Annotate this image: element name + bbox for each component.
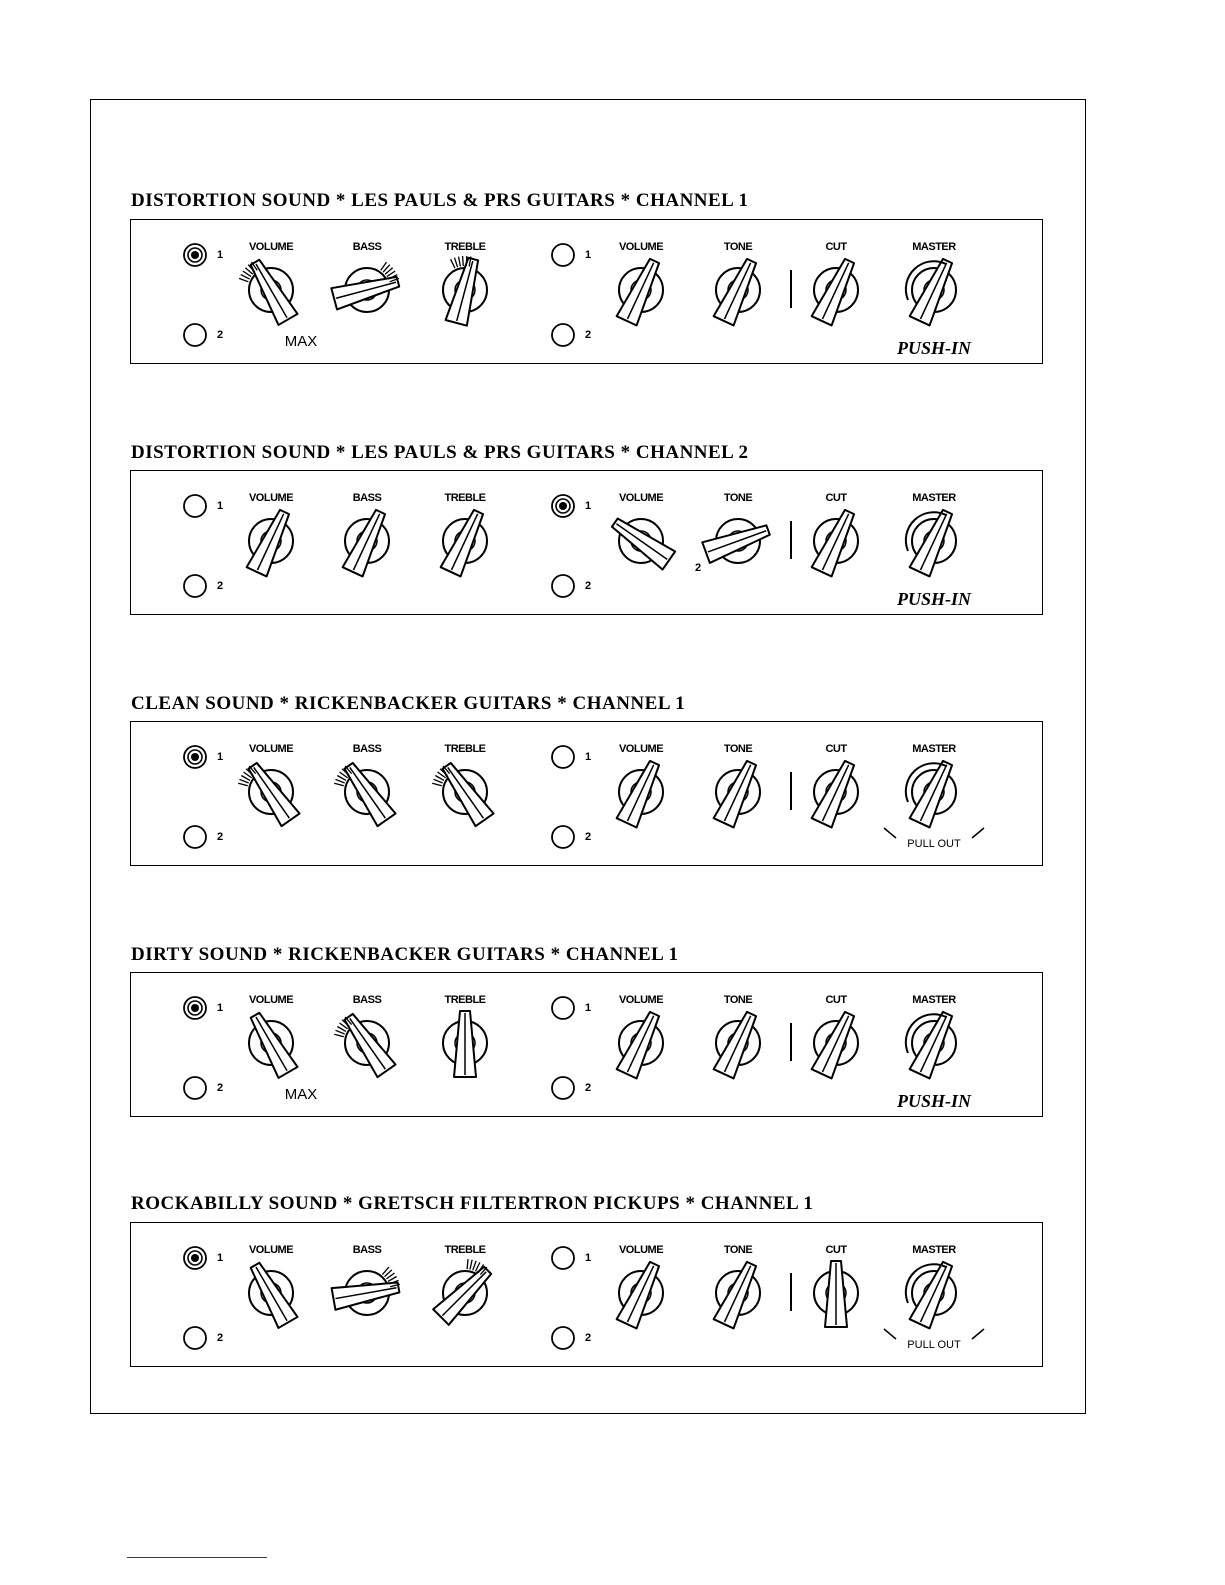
treble-knob[interactable] xyxy=(433,1259,495,1325)
jack-number: 2 xyxy=(217,1332,224,1344)
control-label: MASTER xyxy=(912,241,956,253)
tone-knob[interactable] xyxy=(714,1009,762,1078)
section-title: DISTORTION SOUND * LES PAULS & PRS GUITARS * CHANNEL 2 xyxy=(131,442,749,463)
control-label: TONE xyxy=(723,1244,753,1256)
input-jack-1[interactable] xyxy=(552,1247,574,1269)
amp-panel xyxy=(130,972,1043,1117)
bass-knob[interactable] xyxy=(331,262,400,312)
control-label: VOLUME xyxy=(618,241,664,253)
bass-knob[interactable] xyxy=(332,1267,401,1315)
control-label: BASS xyxy=(352,492,382,504)
jack-number: 1 xyxy=(217,500,224,512)
bass-knob[interactable] xyxy=(334,759,395,826)
pull-mark-left xyxy=(884,1329,896,1339)
treble-knob[interactable] xyxy=(441,507,489,576)
push-in-label: PUSH-IN xyxy=(896,1091,972,1111)
control-label: VOLUME xyxy=(248,743,294,755)
amp-panel-drawing xyxy=(131,1223,1044,1368)
pull-out-label: PULL OUT xyxy=(907,1339,961,1351)
bass-knob[interactable] xyxy=(343,507,391,576)
jack-number: 2 xyxy=(217,580,224,592)
jack-number: 2 xyxy=(217,1082,224,1094)
control-label: VOLUME xyxy=(618,492,664,504)
amp-panel-drawing xyxy=(131,220,1044,365)
tone-knob[interactable] xyxy=(714,1259,762,1328)
input-jack-1[interactable] xyxy=(184,746,206,768)
input-jack-1[interactable] xyxy=(552,746,574,768)
input-jack-2[interactable] xyxy=(184,324,206,346)
volume-knob[interactable] xyxy=(608,514,675,570)
control-label: BASS xyxy=(352,994,382,1006)
control-label: CUT xyxy=(825,492,847,504)
control-label: VOLUME xyxy=(248,241,294,253)
input-jack-2[interactable] xyxy=(552,324,574,346)
treble-knob[interactable] xyxy=(443,256,487,326)
tone-knob[interactable] xyxy=(702,519,772,563)
input-jack-2[interactable] xyxy=(184,1077,206,1099)
control-label: MASTER xyxy=(912,994,956,1006)
cut-knob[interactable] xyxy=(812,1009,860,1078)
input-jack-2[interactable] xyxy=(552,1077,574,1099)
amp-panel xyxy=(130,219,1043,364)
jack-number: 2 xyxy=(217,329,224,341)
control-label: CUT xyxy=(825,1244,847,1256)
bass-knob[interactable] xyxy=(334,1010,395,1077)
amp-panel-drawing xyxy=(131,722,1044,867)
volume-knob[interactable] xyxy=(245,1010,297,1078)
control-label: VOLUME xyxy=(618,994,664,1006)
amp-panel xyxy=(130,1222,1043,1367)
control-label: MASTER xyxy=(912,492,956,504)
jack-number: 1 xyxy=(217,751,224,763)
control-label: CUT xyxy=(825,994,847,1006)
pull-mark-left xyxy=(884,828,896,838)
pull-mark-right xyxy=(972,1329,984,1339)
input-jack-1[interactable] xyxy=(552,997,574,1019)
treble-knob[interactable] xyxy=(432,759,493,826)
input-jack-1[interactable] xyxy=(184,244,206,266)
push-in-label: PUSH-IN xyxy=(896,589,972,609)
jack-number: 2 xyxy=(585,831,592,843)
control-label: VOLUME xyxy=(248,1244,294,1256)
section-title: DISTORTION SOUND * LES PAULS & PRS GUITARS * CHANNEL 1 xyxy=(131,190,749,211)
cut-knob[interactable] xyxy=(814,1261,858,1327)
section-title: CLEAN SOUND * RICKENBACKER GUITARS * CHANNEL 1 xyxy=(131,693,686,714)
control-label: TONE xyxy=(723,994,753,1006)
control-label: TREBLE xyxy=(444,492,486,504)
section-title: DIRTY SOUND * RICKENBACKER GUITARS * CHANNEL 1 xyxy=(131,944,679,965)
jack-number: 1 xyxy=(217,1002,224,1014)
input-jack-1[interactable] xyxy=(184,495,206,517)
footer-rule xyxy=(127,1557,267,1558)
input-jack-1[interactable] xyxy=(184,997,206,1019)
jack-number: 1 xyxy=(217,249,224,261)
jack-number: 1 xyxy=(585,1002,592,1014)
control-label: MASTER xyxy=(912,1244,956,1256)
input-jack-2[interactable] xyxy=(552,826,574,848)
jack-number: 2 xyxy=(585,1082,592,1094)
jack-number: 2 xyxy=(585,580,592,592)
jack-number: 1 xyxy=(585,500,592,512)
push-in-label: PUSH-IN xyxy=(896,338,972,358)
cut-knob[interactable] xyxy=(812,256,860,325)
jack-number: 1 xyxy=(585,751,592,763)
volume-knob[interactable] xyxy=(245,1260,297,1328)
amp-panel-drawing xyxy=(131,973,1044,1118)
jack-number: 1 xyxy=(585,249,592,261)
input-jack-1[interactable] xyxy=(552,244,574,266)
input-jack-1[interactable] xyxy=(552,495,574,517)
control-label: VOLUME xyxy=(618,743,664,755)
control-label: VOLUME xyxy=(618,1244,664,1256)
control-label: BASS xyxy=(352,743,382,755)
input-jack-2[interactable] xyxy=(184,1327,206,1349)
amp-panel xyxy=(130,721,1043,866)
volume-knob[interactable] xyxy=(617,1259,665,1328)
tone-knob[interactable] xyxy=(714,256,762,325)
control-label: TREBLE xyxy=(444,743,486,755)
volume-knob[interactable] xyxy=(617,1009,665,1078)
pull-mark-right xyxy=(972,828,984,838)
amp-panel-drawing xyxy=(131,471,1044,616)
control-label: TREBLE xyxy=(444,241,486,253)
cut-knob[interactable] xyxy=(812,758,860,827)
max-label: MAX xyxy=(284,333,318,350)
jack-number: 2 xyxy=(585,1332,592,1344)
control-label: VOLUME xyxy=(248,994,294,1006)
control-label: TREBLE xyxy=(444,1244,486,1256)
control-label: MASTER xyxy=(912,743,956,755)
control-label: VOLUME xyxy=(248,492,294,504)
control-label: TONE xyxy=(723,492,753,504)
jack-number: 2 xyxy=(217,831,224,843)
input-jack-2[interactable] xyxy=(184,826,206,848)
section-title: ROCKABILLY SOUND * GRETSCH FILTERTRON PICKUPS * CHANNEL 1 xyxy=(131,1193,814,1214)
volume-knob[interactable] xyxy=(617,758,665,827)
cut-knob[interactable] xyxy=(812,507,860,576)
control-label: CUT xyxy=(825,241,847,253)
input-jack-2[interactable] xyxy=(552,575,574,597)
pull-out-label: PULL OUT xyxy=(907,838,961,850)
input-jack-1[interactable] xyxy=(184,1247,206,1269)
tone-mark: 2 xyxy=(694,562,702,574)
control-label: TONE xyxy=(723,241,753,253)
jack-number: 1 xyxy=(217,1252,224,1264)
control-label: BASS xyxy=(352,241,382,253)
control-label: BASS xyxy=(352,1244,382,1256)
jack-number: 2 xyxy=(585,329,592,341)
treble-knob[interactable] xyxy=(443,1011,487,1077)
control-label: TONE xyxy=(723,743,753,755)
volume-knob[interactable] xyxy=(247,507,295,576)
volume-knob[interactable] xyxy=(238,759,299,826)
volume-knob[interactable] xyxy=(617,256,665,325)
control-label: TREBLE xyxy=(444,994,486,1006)
max-label: MAX xyxy=(284,1086,318,1103)
jack-number: 1 xyxy=(585,1252,592,1264)
volume-knob[interactable] xyxy=(239,257,297,325)
control-label: CUT xyxy=(825,743,847,755)
amp-panel xyxy=(130,470,1043,615)
input-jack-2[interactable] xyxy=(552,1327,574,1349)
input-jack-2[interactable] xyxy=(184,575,206,597)
tone-knob[interactable] xyxy=(714,758,762,827)
